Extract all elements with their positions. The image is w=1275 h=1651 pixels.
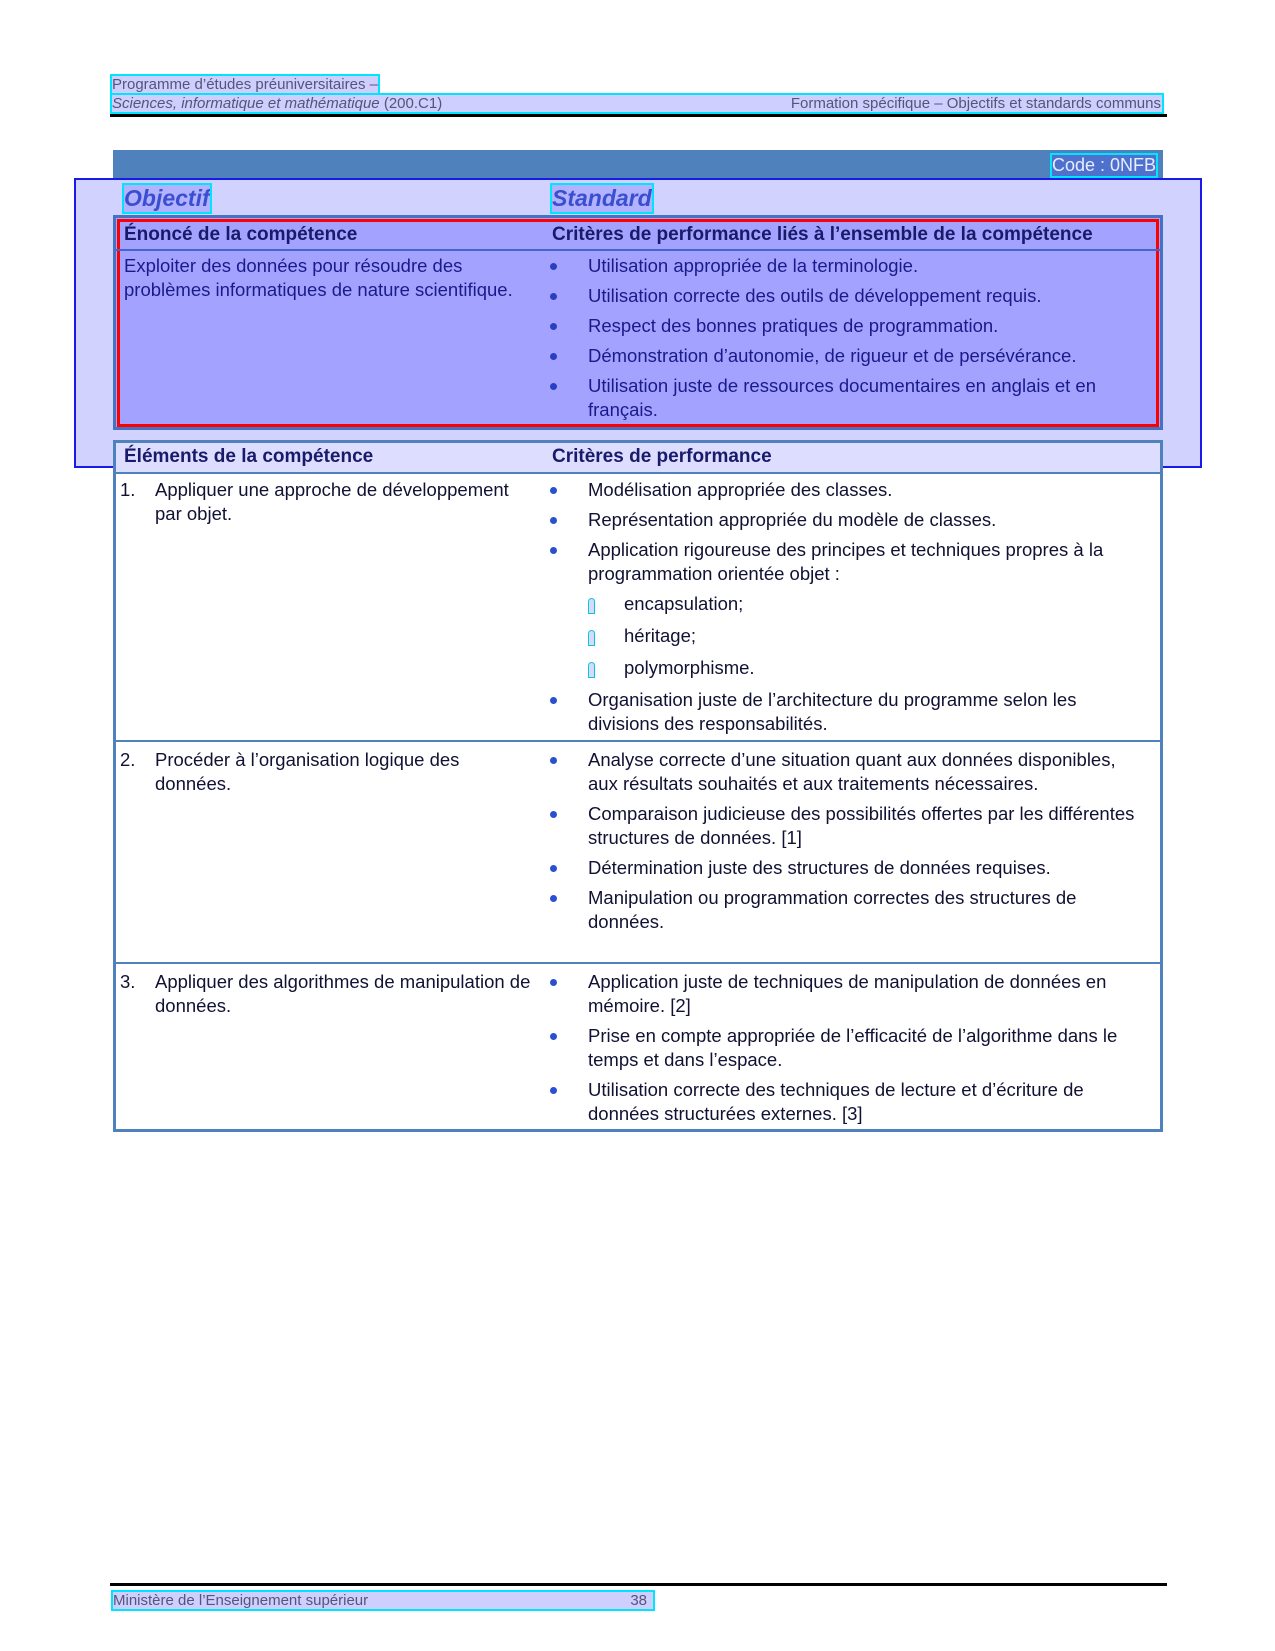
criteria-item (550, 314, 1150, 338)
criteria-list-row-1 (550, 478, 1150, 742)
bullet-icon (550, 757, 557, 764)
bullet-icon (550, 895, 557, 902)
element-label: Procéder à l’organisation logique des données. (155, 749, 460, 794)
criteria-text: Modélisation appropriée des classes. (588, 479, 893, 500)
criteria-text: Manipulation ou programmation correctes des structures de données. (588, 887, 1077, 932)
criteria-item (550, 886, 1150, 934)
footer-divider (110, 1583, 1167, 1586)
criteria-text: Comparaison judicieuse des possibilités offertes par les différentes structures de données. [1] (588, 803, 1135, 848)
criteria-text: Prise en compte appropriée de l’efficacité de l’algorithme dans le temps et dans l’espace. (588, 1025, 1118, 1070)
element-row-2 (120, 748, 540, 798)
criteria-text: Utilisation juste de ressources documentaires en anglais et en français. (588, 375, 1097, 420)
criteria-item (550, 1024, 1150, 1072)
competency-code: Code : 0NFB (1051, 155, 1156, 175)
table-divider (116, 249, 1160, 251)
row-divider (116, 962, 1160, 964)
criteria-text: Respect des bonnes pratiques de programmation. (588, 315, 999, 336)
criteria-text: Représentation appropriée du modèle de classes. (588, 509, 997, 530)
criteria-item (550, 748, 1150, 796)
element-row-1 (120, 478, 540, 528)
criteria-list-row-3 (550, 970, 1150, 1132)
element-number: 3. (120, 971, 136, 992)
criteria-item (550, 856, 1150, 880)
performance-criteria-header: Critères de performance (552, 446, 772, 467)
criteria-item (550, 254, 1150, 278)
sub-criteria-item (550, 624, 1150, 648)
criteria-item (550, 284, 1150, 308)
enonce-header: Énoncé de la compétence (124, 224, 358, 245)
bullet-icon (550, 517, 557, 524)
criteria-text: Application rigoureuse des principes et techniques propres à la programmation orientée objet : (588, 539, 1104, 584)
bullet-icon (550, 383, 557, 390)
sub-criteria-text: polymorphisme. (624, 657, 755, 678)
competency-code-bar (113, 150, 1163, 180)
bullet-icon (550, 811, 557, 818)
objectif-heading: Objectif (124, 185, 210, 211)
header-section-title: Formation spécifique – Objectifs et standards communs (790, 95, 1161, 112)
circle-bullet-icon (588, 662, 595, 678)
sub-criteria-text: héritage; (624, 625, 696, 646)
header-program-name: Sciences, informatique et mathématique (112, 95, 380, 112)
element-label: Appliquer des algorithmes de manipulation de données. (155, 971, 531, 1016)
bullet-icon (550, 353, 557, 360)
criteria-item (550, 688, 1150, 736)
circle-bullet-icon (588, 630, 595, 646)
criteria-text: Utilisation appropriée de la terminologie. (588, 255, 919, 276)
bullet-icon (550, 323, 557, 330)
bullet-icon (550, 487, 557, 494)
circle-bullet-icon (588, 598, 595, 614)
elements-header: Éléments de la compétence (124, 446, 374, 467)
sub-criteria-text: encapsulation; (624, 593, 744, 614)
header-program-code: (200.C1) (379, 95, 443, 112)
table-divider (116, 472, 1160, 474)
criteria-item (550, 970, 1150, 1018)
element-label: Appliquer une approche de développement par objet. (155, 479, 509, 524)
criteria-text: Application juste de techniques de manipulation de données en mémoire. [2] (588, 971, 1107, 1016)
criteria-text: Démonstration d’autonomie, de rigueur et de persévérance. (588, 345, 1077, 366)
bullet-icon (550, 293, 557, 300)
standard-heading: Standard (552, 185, 652, 211)
element-number: 1. (120, 479, 136, 500)
bullet-icon (550, 979, 557, 986)
criteria-item (550, 538, 1150, 586)
global-criteria-list (550, 254, 1150, 428)
criteria-item (550, 802, 1150, 850)
bullet-icon (550, 697, 557, 704)
footer-ministry: Ministère de l’Enseignement supérieur (113, 1592, 369, 1609)
bullet-icon (550, 1087, 557, 1094)
criteria-item (550, 374, 1150, 422)
sub-criteria-item (550, 656, 1150, 680)
criteria-text: Organisation juste de l’architecture du programme selon les divisions des responsabilités. (588, 689, 1077, 734)
global-criteria-header: Critères de performance liés à l’ensemble de la compétence (552, 224, 1093, 245)
bullet-icon (550, 547, 557, 554)
element-number: 2. (120, 749, 136, 770)
footer (113, 1592, 653, 1609)
element-row-3 (120, 970, 540, 1020)
bullet-icon (550, 1033, 557, 1040)
criteria-item (550, 344, 1150, 368)
criteria-item (550, 508, 1150, 532)
sub-criteria-item (550, 592, 1150, 616)
header-divider (110, 114, 1167, 117)
criteria-item (550, 478, 1150, 502)
competency-statement: Exploiter des données pour résoudre des problèmes informatiques de nature scientifique. (124, 255, 513, 300)
row-divider (116, 740, 1160, 742)
criteria-text: Utilisation correcte des outils de développement requis. (588, 285, 1042, 306)
criteria-list-row-2 (550, 748, 1150, 940)
criteria-text: Détermination juste des structures de données requises. (588, 857, 1051, 878)
criteria-item (550, 1078, 1150, 1126)
page-number: 38 (630, 1592, 647, 1609)
bullet-icon (550, 865, 557, 872)
criteria-text: Analyse correcte d’une situation quant aux données disponibles, aux résultats souhaités et aux traitements nécessaires. (588, 749, 1116, 794)
header-program-title: Programme d’études préuniversitaires – (112, 76, 378, 93)
criteria-text: Utilisation correcte des techniques de lecture et d’écriture de données structurées externes. [3] (588, 1079, 1084, 1124)
bullet-icon (550, 263, 557, 270)
